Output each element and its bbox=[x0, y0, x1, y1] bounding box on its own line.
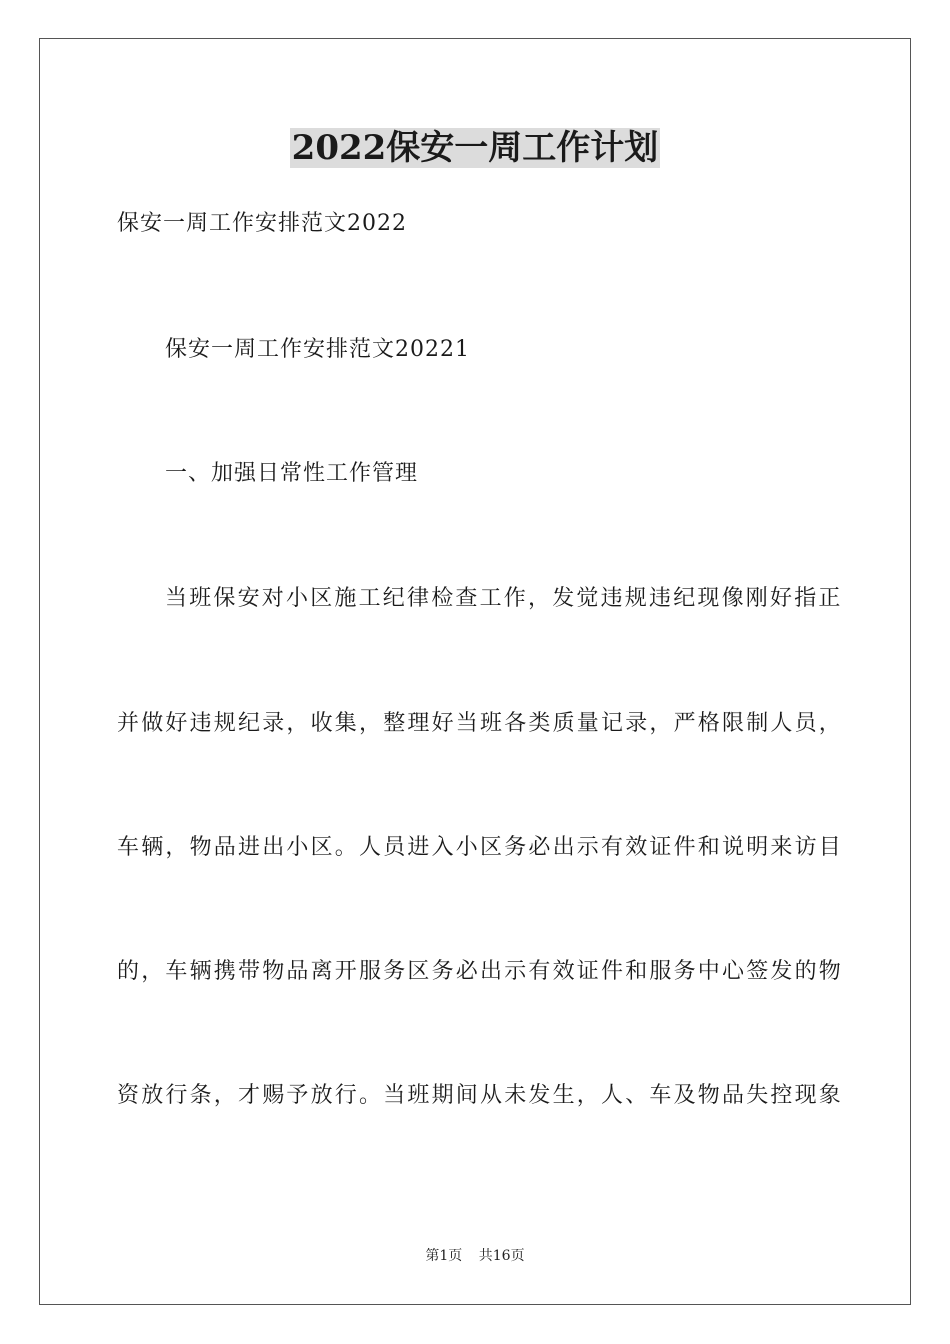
section-heading: 一、加强日常性工作管理 bbox=[165, 461, 419, 486]
document-title bbox=[0, 126, 950, 170]
heading-line: 保安一周工作安排范文20221 bbox=[165, 337, 470, 362]
page-total: 共16页 bbox=[478, 1248, 525, 1264]
paragraph-line: 并做好违规纪录，收集，整理好当班各类质量记录，严格限制人员， bbox=[117, 711, 844, 736]
page-number: 第1页 bbox=[425, 1248, 463, 1264]
paragraph-line: 车辆，物品进出小区。人员进入小区务必出示有效证件和说明来访目 bbox=[117, 835, 844, 860]
subtitle-line: 保安一周工作安排范文2022 bbox=[117, 211, 407, 236]
paragraph-line: 的，车辆携带物品离开服务区务必出示有效证件和服务中心签发的物 bbox=[117, 959, 844, 984]
document-title-text: 2022保安一周工作计划 bbox=[291, 128, 659, 168]
paragraph-line: 资放行条，才赐予放行。当班期间从未发生，人、车及物品失控现象 bbox=[117, 1083, 844, 1108]
paragraph-line: 当班保安对小区施工纪律检查工作，发觉违规违纪现像刚好指正 bbox=[165, 586, 843, 611]
page-footer bbox=[0, 1246, 950, 1266]
